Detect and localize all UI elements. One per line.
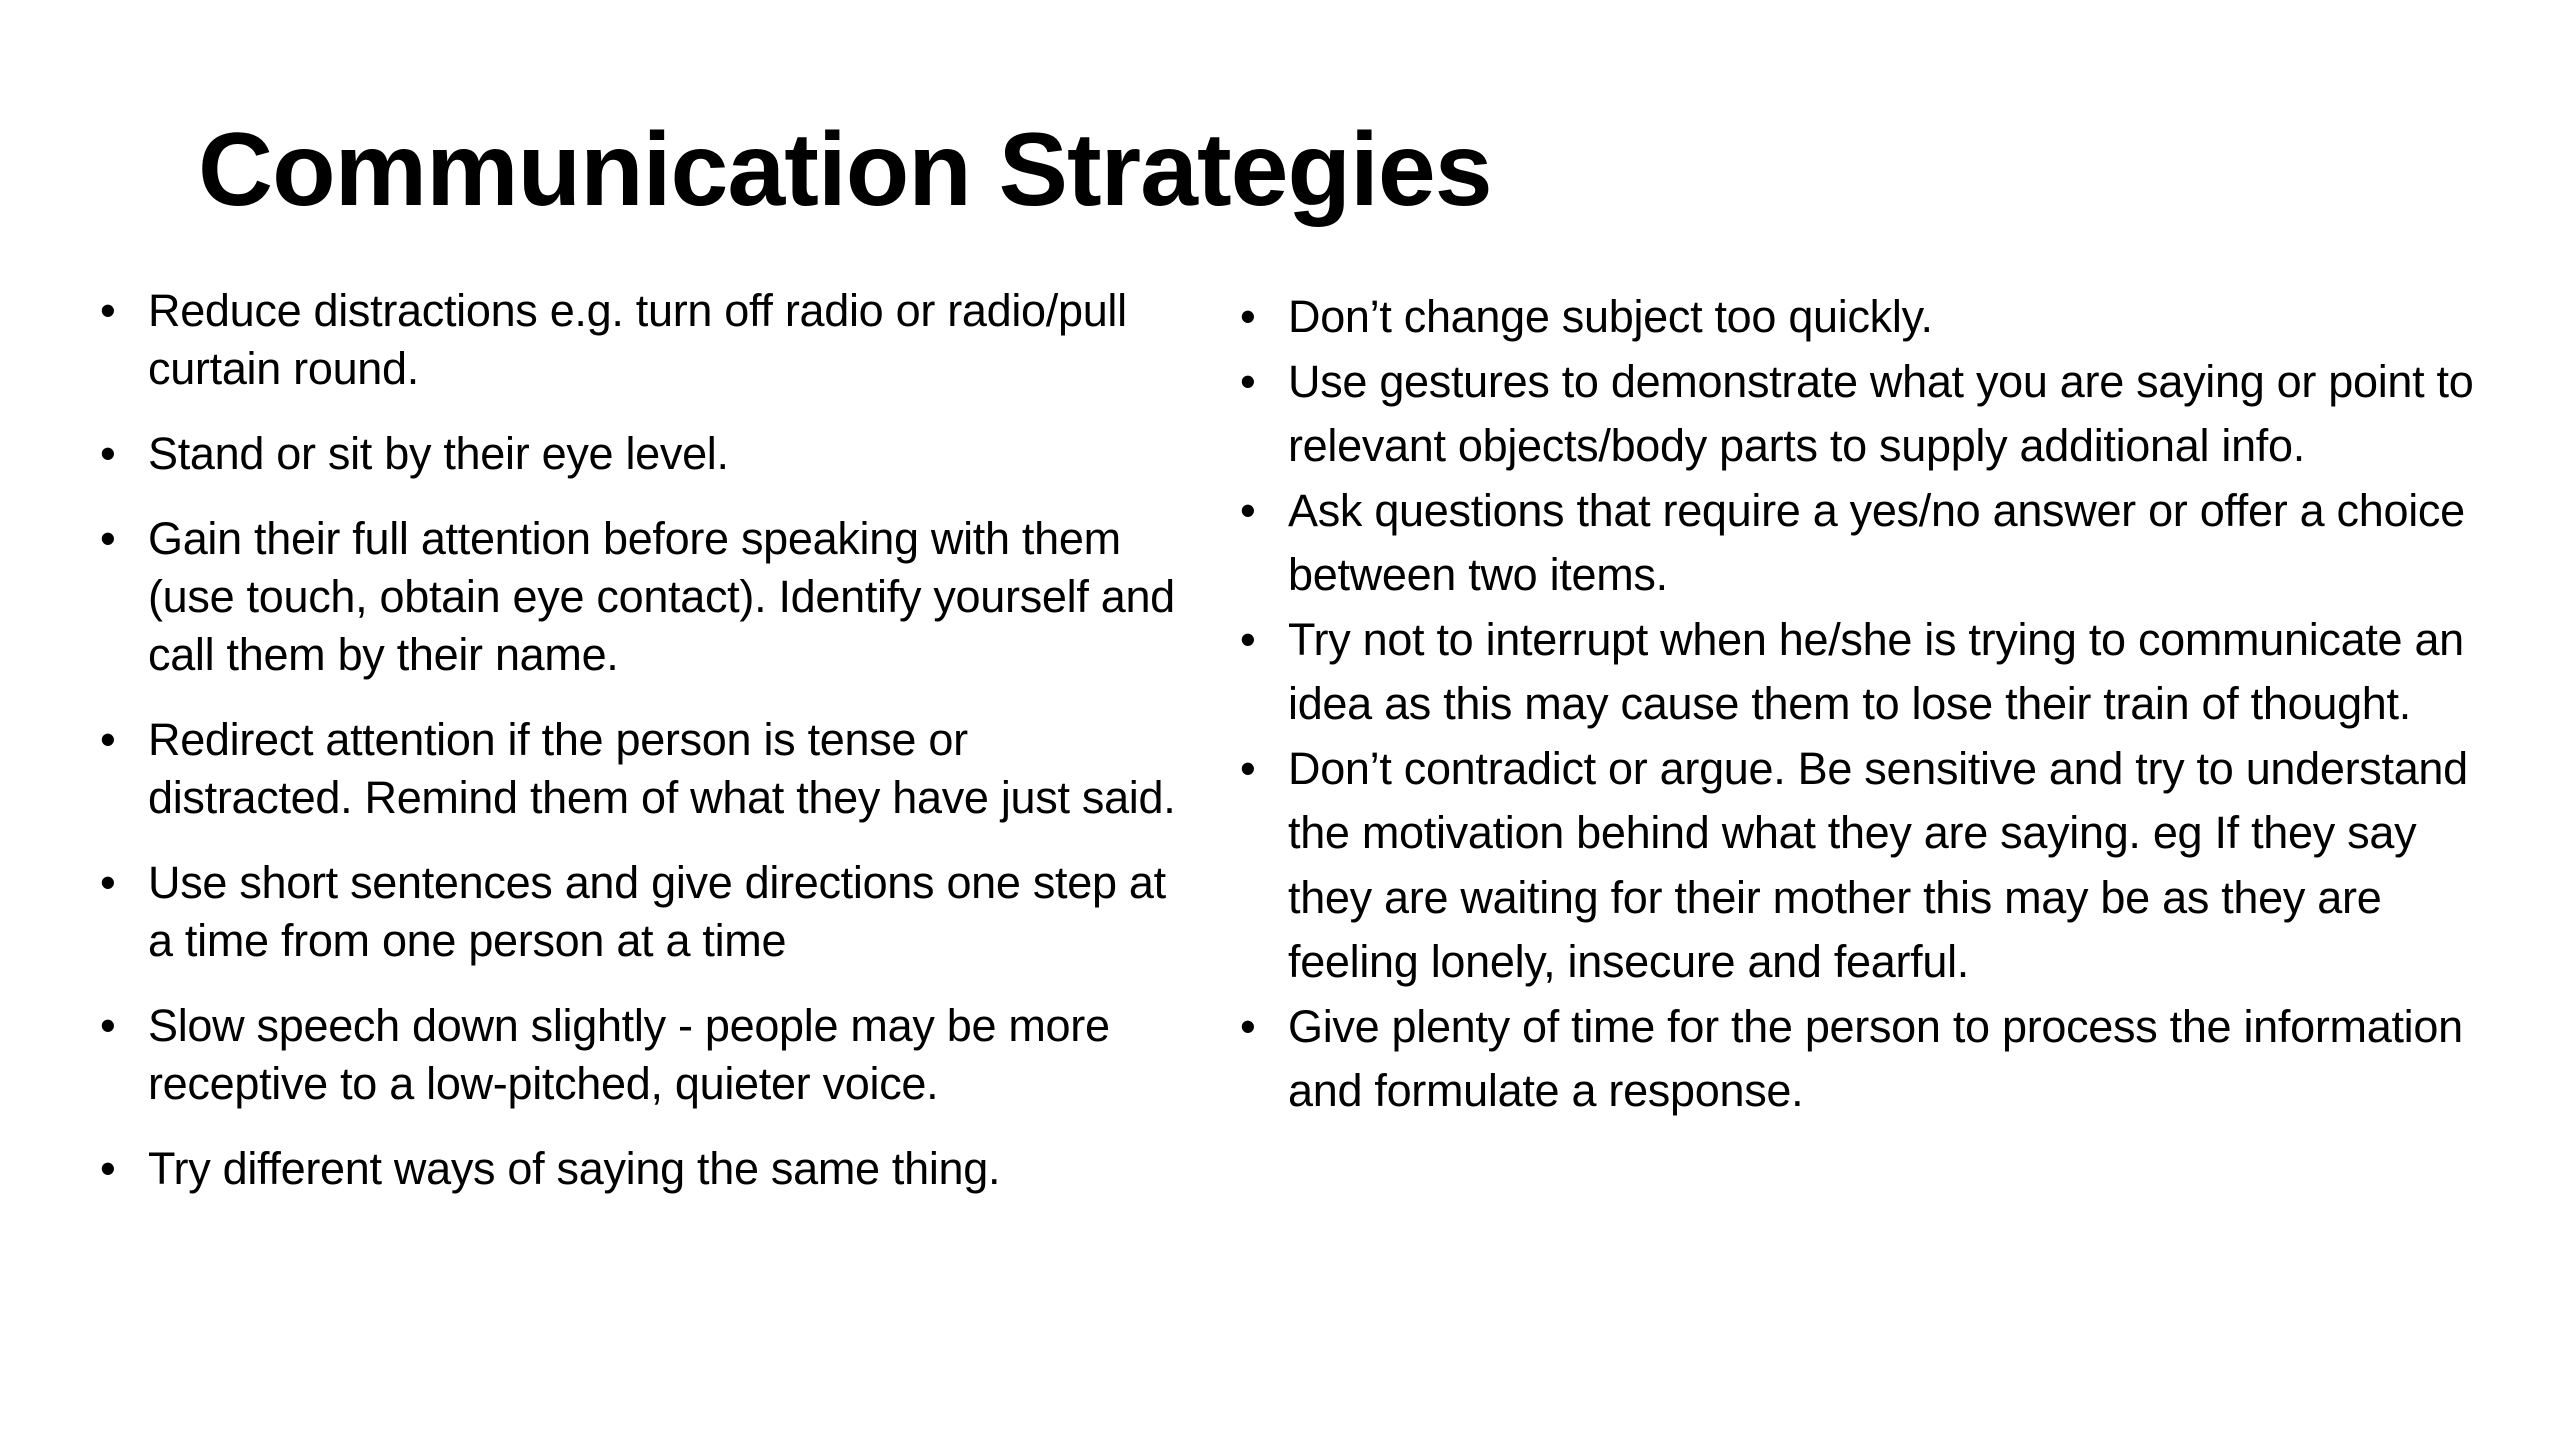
list-item-text: Try different ways of saying the same thing.	[148, 1143, 1001, 1194]
left-bullet-list	[100, 282, 1180, 1225]
list-item-text: Don’t change subject too quickly.	[1288, 291, 1933, 342]
list-item	[1240, 285, 2500, 350]
slide-title: Communication Strategies	[198, 112, 1492, 228]
bullet-icon: •	[100, 513, 116, 564]
list-item	[100, 854, 1180, 970]
list-item-text: Redirect attention if the person is tense or distracted. Remind them of what they have just said.	[148, 714, 1176, 823]
list-item-text: Use short sentences and give directions one step at a time from one person at a time	[148, 857, 1166, 966]
list-item	[1240, 350, 2500, 479]
list-item-text: Gain their full attention before speaking with them (use touch, obtain eye contact). Identify yourself and call them by their name.	[148, 513, 1175, 680]
list-item-text: Don’t contradict or argue. Be sensitive and try to understand the motivation behind what they are saying. eg If they say they are waiting for their mother this may be as they are feeling lonely, insecure and fearful.	[1288, 742, 2468, 987]
list-item-text: Stand or sit by their eye level.	[148, 428, 729, 479]
bullet-icon: •	[100, 1143, 116, 1194]
bullet-icon: •	[1240, 291, 1256, 342]
list-item	[100, 425, 1180, 483]
list-item	[100, 711, 1180, 827]
bullet-icon: •	[1240, 1000, 1256, 1052]
right-bullet-list	[1240, 285, 2500, 1124]
bullet-icon: •	[1240, 742, 1256, 794]
list-item-text: Slow speech down slightly - people may be more receptive to a low-pitched, quieter voice.	[148, 1000, 1110, 1109]
bullet-icon: •	[100, 285, 116, 336]
list-item	[100, 282, 1180, 398]
list-item	[1240, 995, 2500, 1124]
bullet-icon: •	[100, 428, 116, 479]
list-item-text: Give plenty of time for the person to process the information and formulate a response.	[1288, 1000, 2463, 1116]
list-item-text: Try not to interrupt when he/she is trying to communicate an idea as this may cause them to lose their train of thought.	[1288, 613, 2464, 729]
list-item-text: Ask questions that require a yes/no answer or offer a choice between two items.	[1288, 484, 2465, 600]
bullet-icon: •	[1240, 355, 1256, 407]
bullet-icon: •	[1240, 484, 1256, 536]
list-item	[1240, 608, 2500, 737]
list-item	[100, 997, 1180, 1113]
bullet-icon: •	[100, 857, 116, 908]
bullet-icon: •	[100, 1000, 116, 1051]
list-item	[100, 510, 1180, 684]
list-item	[1240, 737, 2500, 995]
bullet-icon: •	[1240, 613, 1256, 665]
list-item	[100, 1140, 1180, 1198]
list-item-text: Use gestures to demonstrate what you are saying or point to relevant objects/body parts to supply additional info.	[1288, 355, 2474, 471]
list-item-text: Reduce distractions e.g. turn off radio or radio/pull curtain round.	[148, 285, 1127, 394]
list-item	[1240, 479, 2500, 608]
bullet-icon: •	[100, 714, 116, 765]
